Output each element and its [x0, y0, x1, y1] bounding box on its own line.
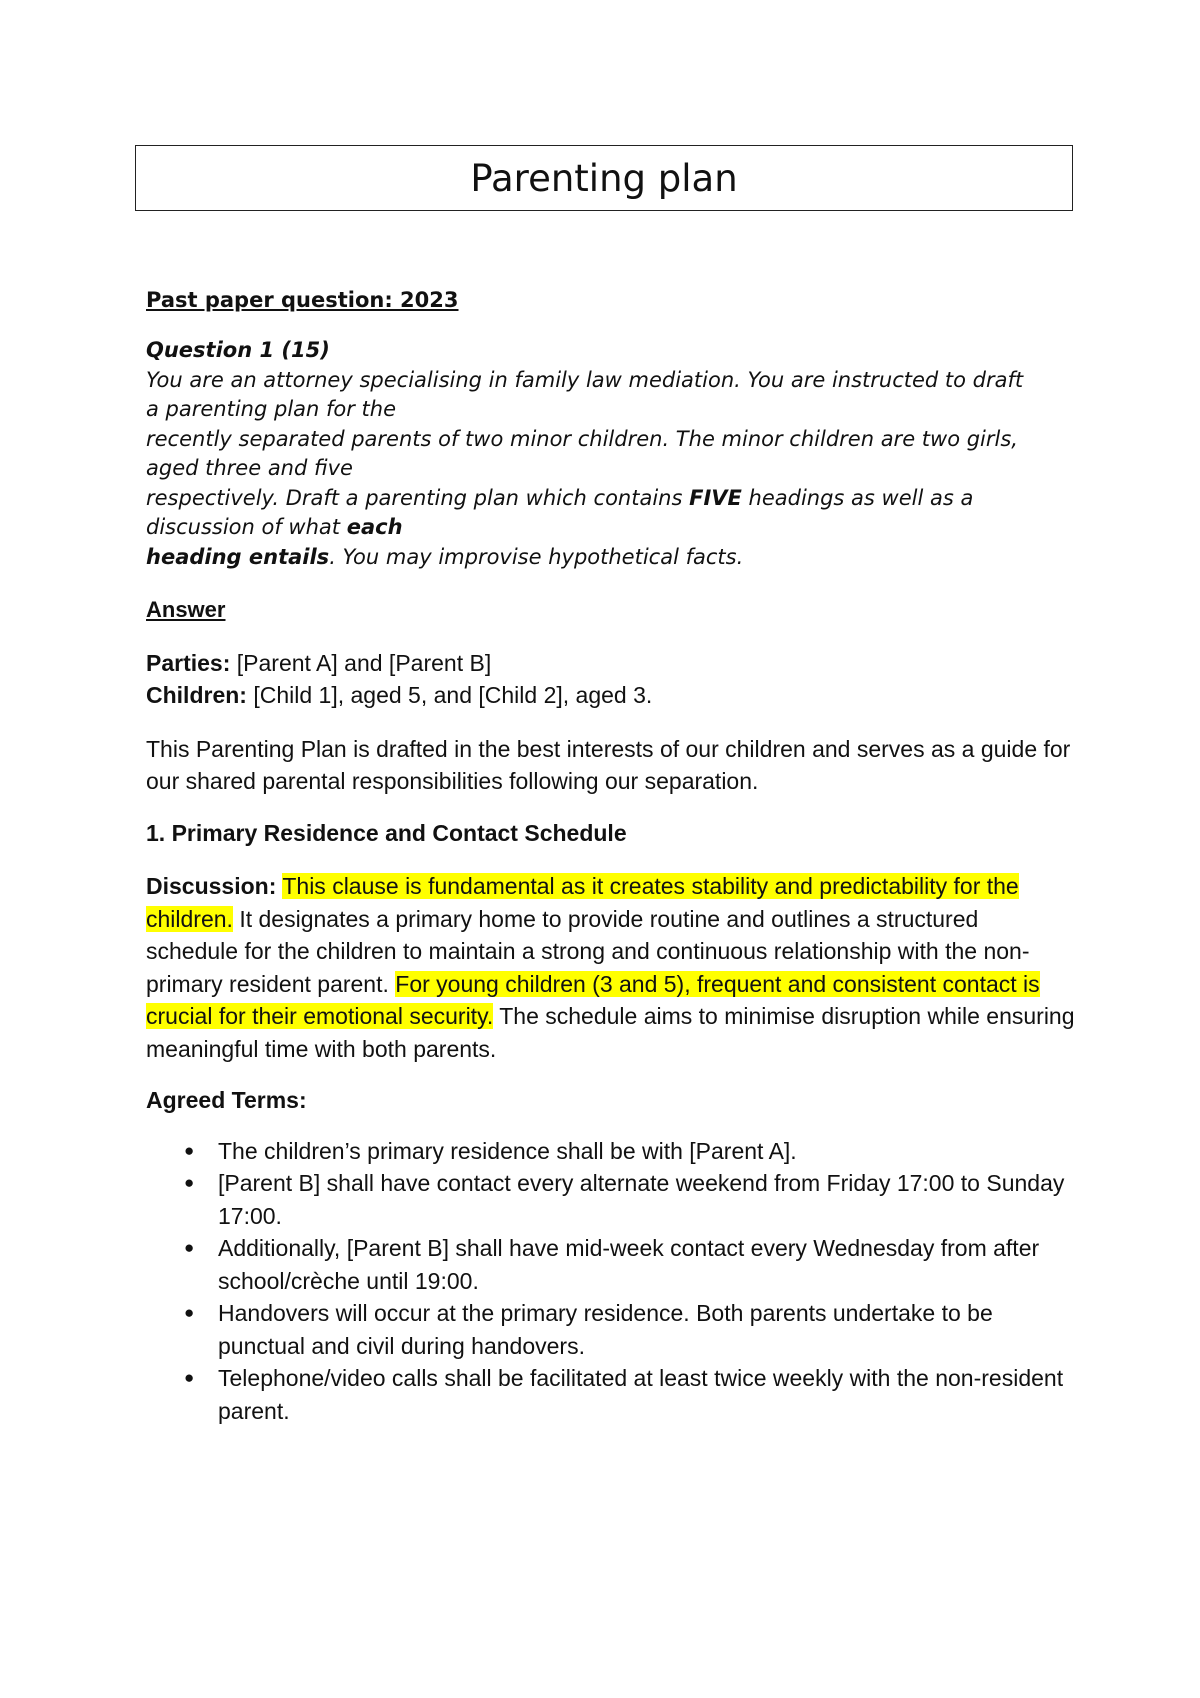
bullet-icon: ● [184, 1140, 195, 1160]
bullet-icon: ● [184, 1238, 195, 1257]
agreed-terms-heading: Agreed Terms: [146, 1087, 307, 1113]
question-text: discussion of what [146, 515, 347, 539]
children-line [146, 679, 1076, 712]
title-box [135, 145, 1073, 211]
bullet-icon: ● [184, 1303, 195, 1322]
question-line: aged three and five [146, 456, 353, 480]
discussion-paragraph [146, 870, 1076, 1065]
past-paper-heading: Past paper question: 2023 [146, 288, 459, 312]
list-item [146, 1167, 1076, 1232]
question-line [146, 513, 1076, 543]
term-text: Telephone/video calls shall be facilitated at least twice weekly with the non-resident parent. [218, 1365, 1064, 1424]
children-label: Children: [146, 682, 247, 708]
parties-label: Parties: [146, 649, 231, 676]
question-emphasis: heading entails [146, 544, 330, 569]
question-text: . You may improvise hypothetical facts. [329, 544, 744, 569]
answer-heading: Answer [146, 597, 226, 622]
highlighted-text: This clause is fundamental as it creates stability and predictability for the children. [146, 873, 1019, 932]
discussion-text: The schedule aims to minimise disruption while ensuring meaningful time with both parents. [146, 1003, 1075, 1062]
discussion-text: It designates a primary home to provide routine and outlines a structured schedule for the children to maintain a strong and continuous relationship with the non-primary resident parent. [146, 905, 1030, 997]
list-item [146, 1232, 1076, 1297]
page-title: Parenting plan [470, 156, 738, 200]
question-emphasis: FIVE [689, 485, 742, 510]
term-text: The children’s primary residence shall be with [Parent A]. [218, 1137, 797, 1164]
document-body [146, 288, 1076, 1427]
list-item [146, 1362, 1076, 1427]
list-item [146, 1297, 1076, 1362]
parties-value: [Parent A] and [Parent B] [230, 649, 492, 676]
question-line [146, 543, 1076, 573]
discussion-label: Discussion: [146, 873, 277, 899]
highlighted-text: For young children (3 and 5), frequent and consistent contact is crucial for their emotional security. [146, 970, 1040, 1029]
term-text: Handovers will occur at the primary residence. Both parents undertake to be punctual and civil during handovers. [218, 1300, 993, 1359]
question-block [146, 336, 1076, 572]
intro-paragraph: This Parenting Plan is drafted in the best interests of our children and serves as a guide for our shared parental responsibilities following our separation. [146, 735, 1071, 794]
term-text: [Parent B] shall have contact every alternate weekend from Friday 17:00 to Sunday 17:00. [218, 1170, 1065, 1229]
question-emphasis: each [346, 515, 403, 539]
term-text: Additionally, [Parent B] shall have mid-week contact every Wednesday from after school/crèche until 19:00. [218, 1235, 1040, 1294]
bullet-icon: ● [184, 1368, 195, 1387]
question-line [146, 484, 1076, 514]
question-line: recently separated parents of two minor children. The minor children are two girls, [146, 426, 1018, 451]
parties-line [146, 647, 1076, 680]
list-item [146, 1135, 1076, 1168]
question-text: headings as well as a [741, 485, 974, 510]
question-line: a parenting plan for the [146, 397, 397, 421]
children-value: [Child 1], aged 5, and [Child 2], aged 3. [246, 682, 653, 708]
question-text: respectively. Draft a parenting plan which contains [146, 485, 690, 510]
terms-list [146, 1135, 1076, 1428]
bullet-icon: ● [184, 1173, 195, 1192]
question-line: You are an attorney specialising in family law mediation. You are instructed to draft [146, 367, 1024, 392]
parties-block [146, 647, 1076, 712]
section-heading: 1. Primary Residence and Contact Schedule [146, 819, 627, 846]
question-title: Question 1 (15) [146, 338, 330, 362]
